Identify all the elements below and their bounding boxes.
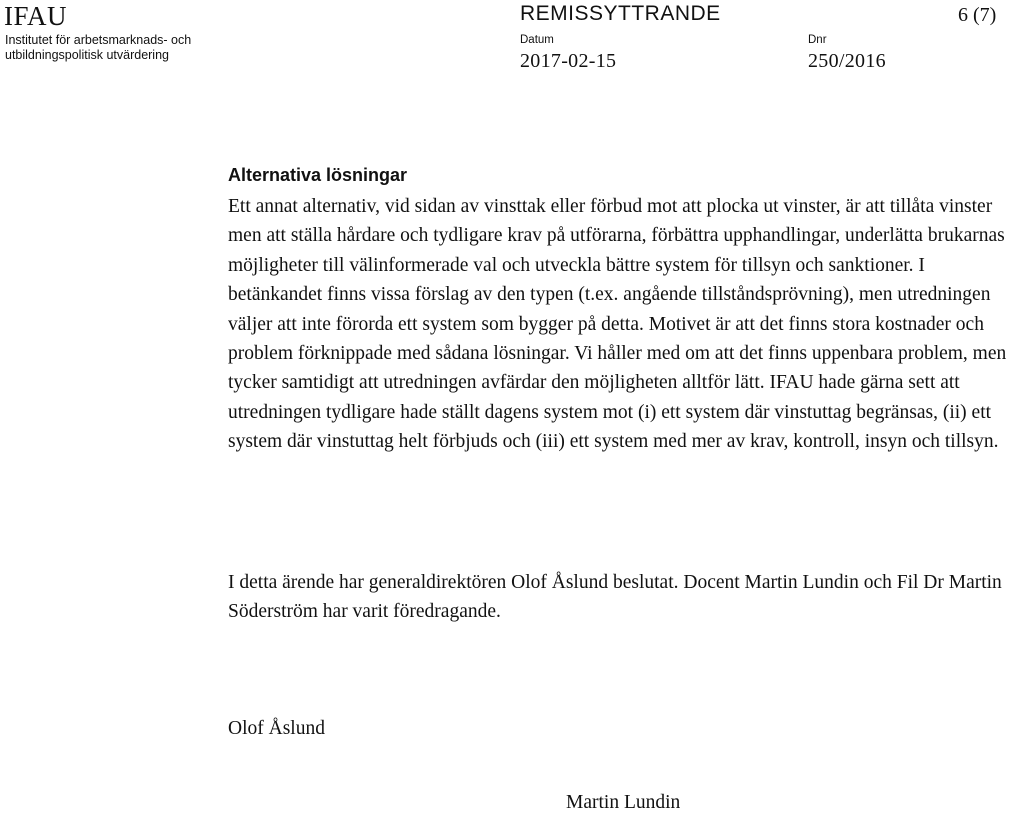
org-full-name-line2: utbildningspolitisk utvärdering <box>5 48 169 62</box>
date-label: Datum <box>520 34 554 46</box>
signature-first: Olof Åslund <box>228 718 325 739</box>
date-value: 2017-02-15 <box>520 50 617 72</box>
page-number: 6 (7) <box>958 4 997 26</box>
org-full-name <box>5 33 191 63</box>
org-full-name-line1: Institutet för arbetsmarknads- och <box>5 33 192 47</box>
dnr-label: Dnr <box>808 34 827 46</box>
section-heading: Alternativa lösningar <box>228 165 408 185</box>
org-short-name: IFAU <box>4 1 68 31</box>
dnr-value: 250/2016 <box>808 50 886 72</box>
body-paragraph: Ett annat alternativ, vid sidan av vinsttak eller förbud mot att plocka ut vinster, är att tillåta vinster men att ställa hårdare och tydligare krav på utförarna, förbättra upphandlingar, underlätta brukarnas möjligheter till välinformerade val och utveckla bättre system för tillsyn och sanktioner. I betänkandet finns vissa förslag av den typen (t.ex. angående tillståndsprövning), men utredningen väljer att inte förorda ett system som bygger på detta. Motivet är att det finns stora kostnader och problem förknippade med sådana lösningar. Vi håller med om att det finns uppenbara problem, men tycker samtidigt att utredningen avfärdar den möjligheten alltför lätt. IFAU hade gärna sett att utredningen tydligare hade ställt dagens system mot (i) ett system där vinstuttag begränsas, (ii) ett system där vinstuttag helt förbjuds och (iii) ett system med mer av krav, kontroll, insyn och tillsyn. <box>228 196 1007 453</box>
decision-paragraph: I detta ärende har generaldirektören Olof Åslund beslutat. Docent Martin Lundin och Fil Dr Martin Söderström har varit föredragande. <box>228 572 1002 623</box>
document-type: REMISSYTTRANDE <box>520 2 721 25</box>
signature-second: Martin Lundin <box>566 792 681 813</box>
